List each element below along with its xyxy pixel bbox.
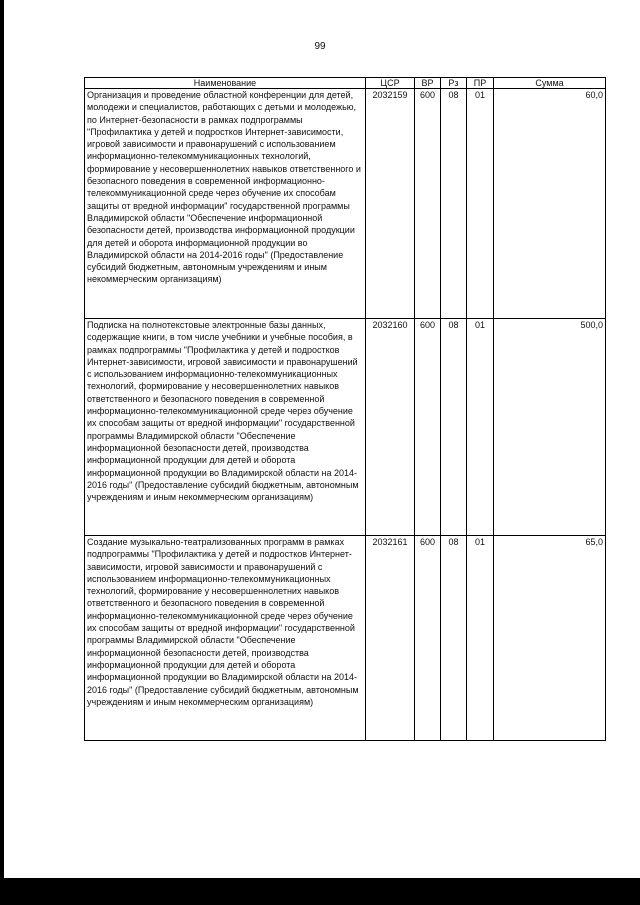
table-row (85, 536, 606, 741)
row-name: Организация и проведение областной конференции для детей, молодежи и специалистов, работающих с детьми и молодежью, по Интернет-безопасности в рамках подпрограммы "Профилактика у детей и подростков Интернет-зависимости, игровой зависимости и правонарушений с использованием информационно-телекоммуникационных технологий, формирование у несовершеннолетних навыков ответственного и безопасного поведения в современной информационно-телекоммуникационной среде через обучение их способам защиты от вредной информации" государственной программы Владимирской области "Обеспечение информационной безопасности детей, производства информационной продукции для детей и оборота информационной продукции во Владимирской области на 2014-2016 годы" (Предоставление субсидий бюджетным, автономным учреждениям и иным некоммерческим организациям) (85, 89, 366, 319)
row-sum: 65,0 (494, 536, 606, 741)
row-csr: 2032159 (366, 89, 415, 319)
row-sum: 60,0 (494, 89, 606, 319)
header-row (85, 78, 606, 89)
row-name: Подписка на полнотекстовые электронные базы данных, содержащие книги, в том числе учебники и учебные пособия, в рамках подпрограммы "Профилактика у детей и подростков Интернет-зависимости, игровой зависимости и правонарушений с использованием информационно-телекоммуникационных технологий, формирование у несовершеннолетних навыков ответственного и безопасного поведения в современной информационно-телекоммуникационной среде через обучение их способам защиты от вредной информации" государственной программы Владимирской области "Обеспечение информационной безопасности детей, производства информационной продукции для детей и оборота информационной продукции во Владимирской области на 2014-2016 годы" (Предоставление субсидий бюджетным, автономным учреждениям и иным некоммерческим организациям) (85, 319, 366, 536)
page-number: 99 (314, 41, 326, 52)
row-vr: 600 (415, 319, 441, 536)
row-sum: 500,0 (494, 319, 606, 536)
header-rz: Рз (441, 78, 467, 89)
header-sum: Сумма (494, 78, 606, 89)
budget-table (84, 77, 606, 741)
row-vr: 600 (415, 89, 441, 319)
header-name: Наименование (85, 78, 366, 89)
header-vr: ВР (415, 78, 441, 89)
row-pr: 01 (467, 319, 494, 536)
scan-border-left (0, 0, 4, 905)
table-body (85, 89, 606, 741)
row-pr: 01 (467, 536, 494, 741)
row-pr: 01 (467, 89, 494, 319)
row-csr: 2032160 (366, 319, 415, 536)
row-name: Создание музыкально-театрализованных программ в рамках подпрограммы "Профилактика у детей и подростков Интернет-зависимости, игровой зависимости и правонарушений с использованием информационно-телекоммуникационных технологий, формирование у несовершеннолетних навыков ответственного и безопасного поведения в современной информационно-телекоммуникационной среде через обучение их способам защиты от вредной информации" государственной программы Владимирской области "Обеспечение информационной безопасности детей, производства информационной продукции для детей и оборота информационной продукции во Владимирской области на 2014-2016 годы" (Предоставление субсидий бюджетным, автономным учреждениям и иным некоммерческим организациям) (85, 536, 366, 741)
table-row (85, 89, 606, 319)
row-rz: 08 (441, 89, 467, 319)
row-csr: 2032161 (366, 536, 415, 741)
header-csr: ЦСР (366, 78, 415, 89)
table-row (85, 319, 606, 536)
table-header (85, 78, 606, 89)
scan-border-bottom (0, 878, 640, 905)
header-pr: ПР (467, 78, 494, 89)
row-rz: 08 (441, 319, 467, 536)
row-vr: 600 (415, 536, 441, 741)
row-rz: 08 (441, 536, 467, 741)
